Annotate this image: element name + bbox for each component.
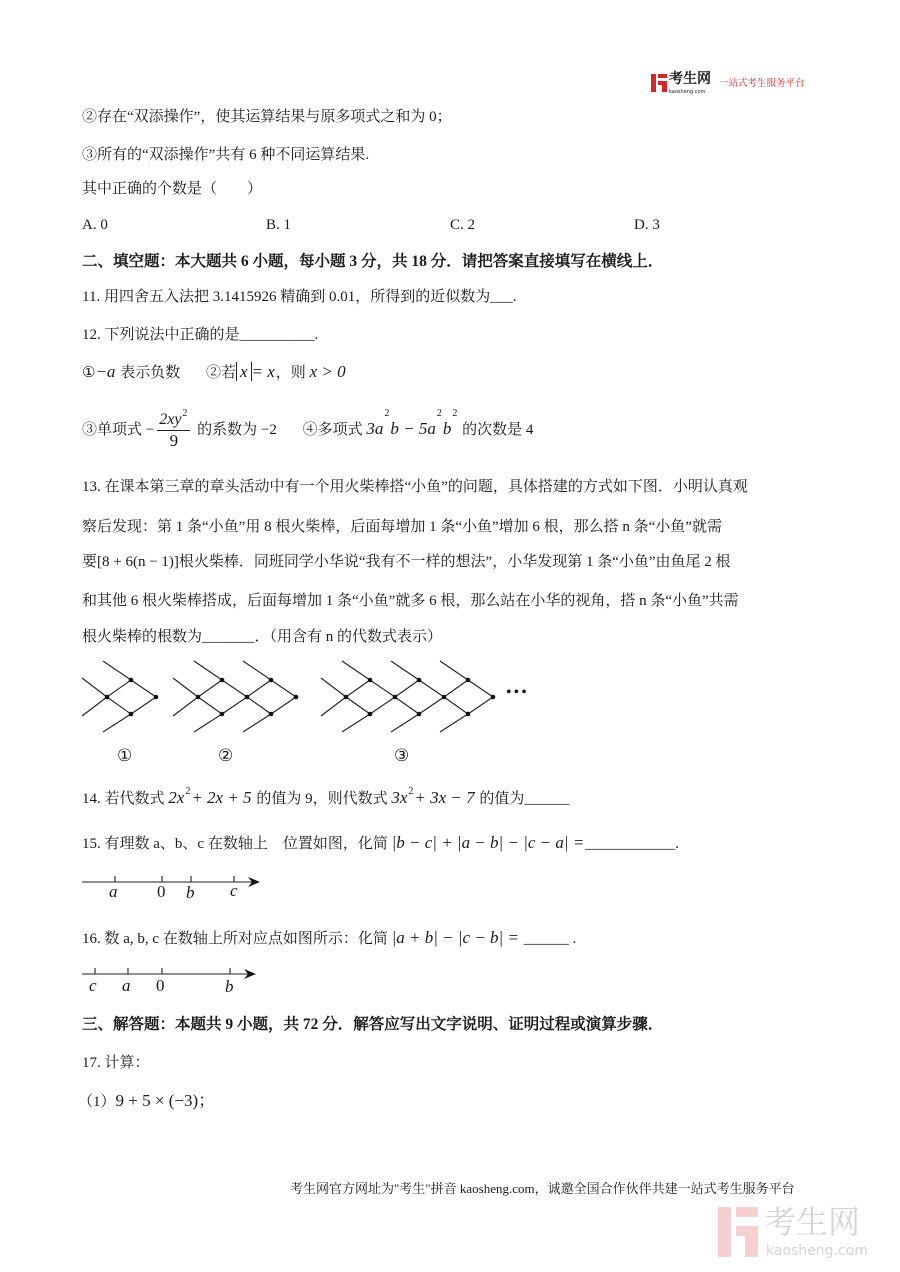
matchstick (103, 714, 131, 732)
q14-pre: 14. 若代数式 (82, 791, 169, 807)
joint-dot (466, 712, 471, 717)
q12-o2-then: ，则 (275, 365, 310, 381)
term: 3x (391, 788, 408, 807)
tail-matchstick (173, 697, 198, 716)
tail-matchstick (173, 678, 198, 697)
q14-expr-1 (168, 788, 252, 807)
q16-pre: 16. 数 a, b, c 在数轴上所对应点如图所示：化简 (82, 931, 392, 947)
q15 (82, 833, 679, 854)
q10-item-2: ②存在“双添操作”，使其运算结果与原多项式之和为 0； (82, 109, 452, 125)
q15-axis-label-a: a (109, 882, 118, 901)
exponent: 2 (384, 408, 390, 419)
q16-expr: |a + b| − |c − b| = (391, 928, 519, 947)
joint-dot (105, 695, 110, 700)
q17-part-1-label: （1） (78, 1094, 116, 1110)
fraction-numerator: 2xy (159, 411, 182, 428)
watermark-text: 考生网 (764, 1203, 861, 1241)
matchstick (395, 680, 419, 697)
q13-line-2: 察后发现：第 1 条“小鱼”用 8 根火柴棒，后面每增加 1 条“小鱼”增加 6 根，那么搭 n 条“小鱼”就需 (82, 519, 722, 535)
matchstick (468, 680, 493, 697)
logo-sub: kaosheng.com (669, 89, 706, 95)
matchstick (194, 661, 222, 680)
matchstick (346, 680, 370, 697)
q10-option-a: A. 0 (82, 217, 108, 233)
q12-o2-marker: ②若 (205, 365, 236, 381)
matchstick (419, 697, 444, 714)
joint-dot (368, 712, 373, 717)
q12-o2-cond: x > 0 (309, 362, 346, 381)
joint-dot (196, 695, 201, 700)
q14-expr-2 (391, 788, 475, 807)
matchstick (395, 697, 419, 714)
matchstick (243, 661, 271, 680)
matchstick (342, 714, 370, 732)
joint-dot (220, 712, 225, 717)
joint-dot (294, 695, 299, 700)
matchstick (222, 680, 247, 697)
q13-line-3: 要[8 + 6(n − 1)]根火柴棒．同班同学小华说“我有不一样的想法”，小华发现第 1 条“小鱼”由鱼尾 2 根 (82, 554, 731, 570)
joint-dot (154, 695, 159, 700)
matchstick (346, 697, 370, 714)
q10-option-d: D. 3 (634, 217, 660, 233)
matchstick (107, 697, 131, 714)
figure-label-3: ③ (394, 746, 410, 765)
q13-line-5: 根火柴棒的根数为_______．（用含有 n 的代数式表示） (82, 629, 443, 645)
figure-label-2: ② (218, 746, 234, 765)
q10-option-c: C. 2 (450, 217, 476, 233)
joint-dot (466, 678, 471, 683)
joint-dot (269, 712, 274, 717)
matchstick (419, 680, 444, 697)
q12-o3-marker: ③单项式 − (82, 421, 155, 438)
matchstick (440, 661, 468, 680)
q15-axis-label-c: c (230, 881, 238, 900)
q15-axis-label-0: 0 (157, 882, 166, 901)
matchstick (198, 680, 222, 697)
matchstick (370, 680, 395, 697)
exponent: 2 (452, 408, 458, 419)
q15-axis-label-b: b (186, 883, 195, 902)
joint-dot (129, 678, 134, 683)
footer-text: 考生网官方网址为"考生"拼音 kaosheng.com，诚邀全国合作伙伴共建一站式考生服务平台 (290, 1181, 795, 1196)
q17-part-1 (78, 1091, 215, 1112)
term: b (442, 418, 452, 438)
q16-axis-label-b: b (225, 977, 234, 996)
exponent: 2 (185, 786, 191, 797)
matchstick (271, 697, 296, 714)
q16-axis-label-c: c (89, 976, 97, 995)
q12-o2-abs: x (236, 362, 252, 381)
q14-blank: 的值为______ (475, 791, 570, 807)
q12-o4-marker: ④多项式 (302, 421, 367, 438)
term: + 3x − 7 (414, 788, 475, 807)
q13-line-1: 13. 在课本第三章的章头活动中有一个用火柴棒搭“小鱼”的问题，具体搭建的方式如下图．小明认真观 (82, 479, 748, 495)
term: 3a (366, 418, 384, 438)
joint-dot (368, 678, 373, 683)
q13-line-4: 和其他 6 根火柴棒搭成，后面每增加 1 条“小鱼”就多 6 根，那么站在小华的视角，搭 n 条“小鱼”共需 (82, 593, 739, 609)
q16 (82, 928, 576, 949)
matchstick (391, 714, 419, 732)
matchstick (370, 697, 395, 714)
matchstick (247, 697, 271, 714)
watermark-logo-icon (718, 1207, 758, 1257)
matchstick (391, 661, 419, 680)
matchstick (131, 680, 156, 697)
q15-expr: |b − c| + |a − b| − |c − a| = (391, 833, 585, 852)
q14-mid: 的值为 9，则代数式 (252, 791, 392, 807)
q10-prompt: 其中正确的个数是（ ） (82, 181, 263, 197)
q12-o1-marker: ① (82, 365, 96, 381)
matchstick (444, 680, 468, 697)
matchstick (444, 697, 468, 714)
q10-item-3: ③所有的“双添操作”共有 6 种不同运算结果. (82, 147, 370, 163)
q12-o4-text: 的次数是 4 (458, 421, 534, 438)
section-3-title: 三、解答题：本题共 9 小题，共 72 分．解答应写出文字说明、证明过程或演算步骤． (82, 1016, 664, 1033)
q11: 11. 用四舍五入法把 3.1415926 精确到 0.01，所得到的近似数为___. (82, 289, 517, 305)
q10-option-b: B. 1 (266, 217, 292, 233)
matchstick (342, 661, 370, 680)
matchstick (271, 680, 296, 697)
q14 (82, 788, 569, 809)
matchstick (468, 697, 493, 714)
joint-dot (417, 678, 422, 683)
tail-matchstick (321, 697, 346, 716)
q16-axis-label-a: a (122, 976, 131, 995)
q12: 12. 下列说法中正确的是__________. (82, 327, 319, 343)
figure-label-1: ① (117, 746, 133, 765)
logo-slogan: 一站式考生服务平台 (719, 78, 805, 89)
watermark-sub: kaosheng.com (766, 1243, 868, 1259)
joint-dot (393, 695, 398, 700)
term: + 2x + 5 (191, 788, 252, 807)
figure-ellipsis: ••• (506, 684, 529, 701)
joint-dot (269, 678, 274, 683)
q12-o1-math: −a (95, 362, 116, 381)
joint-dot (417, 712, 422, 717)
exponent: 2 (436, 408, 442, 419)
q17-title: 17. 计算： (82, 1055, 150, 1071)
q16-blank: ______ . (519, 931, 577, 947)
joint-dot (220, 678, 225, 683)
joint-dot (344, 695, 349, 700)
tail-matchstick (321, 678, 346, 697)
exponent: 2 (408, 786, 414, 797)
matchstick (247, 680, 271, 697)
matchstick (194, 714, 222, 732)
q16-number-line (0, 962, 300, 982)
joint-dot (129, 712, 134, 717)
q17-part-1-expr: 9 + 5 × (−3)； (115, 1091, 216, 1110)
q12-o2-eq: = x (251, 362, 275, 381)
q15-pre: 15. 有理数 a、b、c 在数轴上 位置如图，化简 (82, 836, 392, 852)
matchstick (243, 714, 271, 732)
joint-dot (245, 695, 250, 700)
q16-axis-label-0: 0 (156, 976, 165, 995)
section-2-title: 二、填空题：本大题共 6 小题，每小题 3 分，共 18 分．请把答案直接填写在横线上． (82, 253, 664, 270)
matchstick (103, 661, 131, 680)
matchstick (107, 680, 131, 697)
logo-text: 考生网 (669, 71, 711, 87)
fraction-denominator: 9 (169, 431, 179, 450)
joint-dot (442, 695, 447, 700)
q15-number-line (0, 870, 300, 890)
q12-o3-text: 的系数为 −2 (193, 421, 277, 438)
joint-dot (491, 695, 496, 700)
matchstick (222, 697, 247, 714)
tail-matchstick (82, 697, 107, 716)
term: b − 5a (390, 418, 436, 438)
exponent: 2 (182, 408, 188, 419)
q15-blank: ____________. (585, 836, 680, 852)
watermark (718, 1205, 888, 1265)
matchstick (131, 697, 156, 714)
matchstick (440, 714, 468, 732)
q12-o1-text: 表示负数 (116, 365, 181, 381)
matchstick (198, 697, 222, 714)
tail-matchstick (82, 678, 107, 697)
term: 2x (168, 788, 185, 807)
